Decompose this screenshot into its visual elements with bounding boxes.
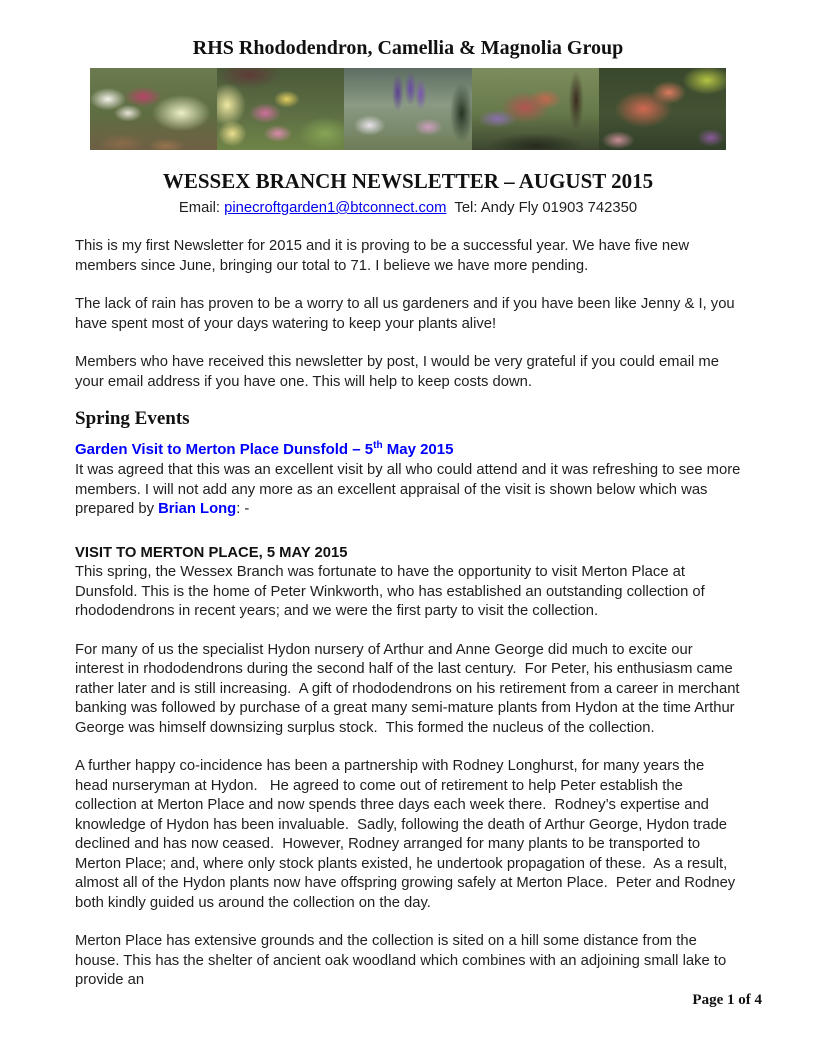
garden-photo-2 (217, 68, 344, 150)
intro-paragraph-1: This is my first Newsletter for 2015 and it is proving to be a successful year. We have five new members since June, bringing our total to 71. I believe we have more pending. (75, 238, 694, 274)
email-link[interactable]: pinecroftgarden1@btconnect.com (224, 200, 447, 216)
garden-visit-heading (75, 436, 741, 460)
visit-paragraph-1: This spring, the Wessex Branch was fortunate to have the opportunity to visit Merton Place at Dunsfold. This is the home of Peter Winkworth, who has established an outstanding collection of rhododendrons in recent years; and we were the first party to visit the collection. (75, 564, 709, 619)
garden-photo-4 (472, 68, 599, 150)
garden-photo-strip (90, 68, 726, 150)
visit-report-heading: VISIT TO MERTON PLACE, 5 MAY 2015 (75, 544, 348, 561)
visit-paragraph-2: For many of us the specialist Hydon nursery of Arthur and Anne George did much to excite our interest in rhododendrons during the second half of the last century. For Peter, his enthusiasm came rather later and is still increasing. A gift of rhododendrons on his retirement from a career in merchant banking was followed by purchase of a great many semi-mature plants from Hydon at the time Arthur George was himself downsizing surplus stock. This formed the nucleus of the collection. (75, 641, 744, 736)
email-label: Email: (178, 200, 225, 216)
garden-visit-heading-post: May 2015 (382, 441, 454, 458)
garden-photo-3 (344, 68, 471, 150)
author-name: Brian Long (158, 501, 237, 517)
page-number: Page 1 of 4 (692, 992, 762, 1008)
spring-events-heading: Spring Events (75, 408, 190, 429)
newsletter-title: WESSEX BRANCH NEWSLETTER – AUGUST 2015 (162, 169, 654, 193)
group-title: RHS Rhododendron, Camellia & Magnolia Group (192, 37, 624, 59)
event-intro-text: It was agreed that this was an excellent visit by all who could attend and it was refreshing to see more members. I will not add any more as an excellent appraisal of the visit is shown below which was prepared by (75, 462, 745, 517)
garden-visit-heading-ordinal: th (373, 440, 383, 451)
visit-paragraph-3: A further happy co-incidence has been a partnership with Rodney Longhurst, for many years the head nurseryman at Hydon. He agreed to come out of retirement to help Peter establish the collection at Merton Place and now spends three days each week there. Rodney’s expertise and knowledge of Hydon has been invaluable. Sadly, following the death of Arthur George, Hydon trade declined and has now ceased. However, Rodney arranged for many plants to be transported to Merton Place; and, where only stock plants existed, he undertook propagation of these. As a result, almost all of the Hydon plants now have offspring growing safely at Merton Place. Peter and Rodney both kindly guided us around the collection on the day. (75, 758, 740, 911)
intro-paragraph-3: Members who have received this newsletter by post, I would be very grateful if you could email me your email address if you have one. This will help to keep costs down. (75, 354, 724, 390)
tel-text: Tel: Andy Fly 01903 742350 (446, 200, 638, 216)
intro-paragraph-2: The lack of rain has proven to be a worry to all us gardeners and if you have been like Jenny & I, you have spent most of your days watering to keep your plants alive! (75, 296, 739, 332)
visit-paragraph-4: Merton Place has extensive grounds and the collection is sited on a hill some distance from the house. This has the shelter of ancient oak woodland which combines with an adjoining small lake to provide an (75, 933, 731, 988)
garden-photo-5 (599, 68, 726, 150)
event-intro-paragraph (75, 461, 745, 520)
contact-line (75, 198, 741, 218)
garden-visit-heading-pre: Garden Visit to Merton Place Dunsfold – 5 (75, 441, 374, 458)
event-intro-tail: : - (236, 501, 250, 517)
garden-photo-1 (90, 68, 217, 150)
